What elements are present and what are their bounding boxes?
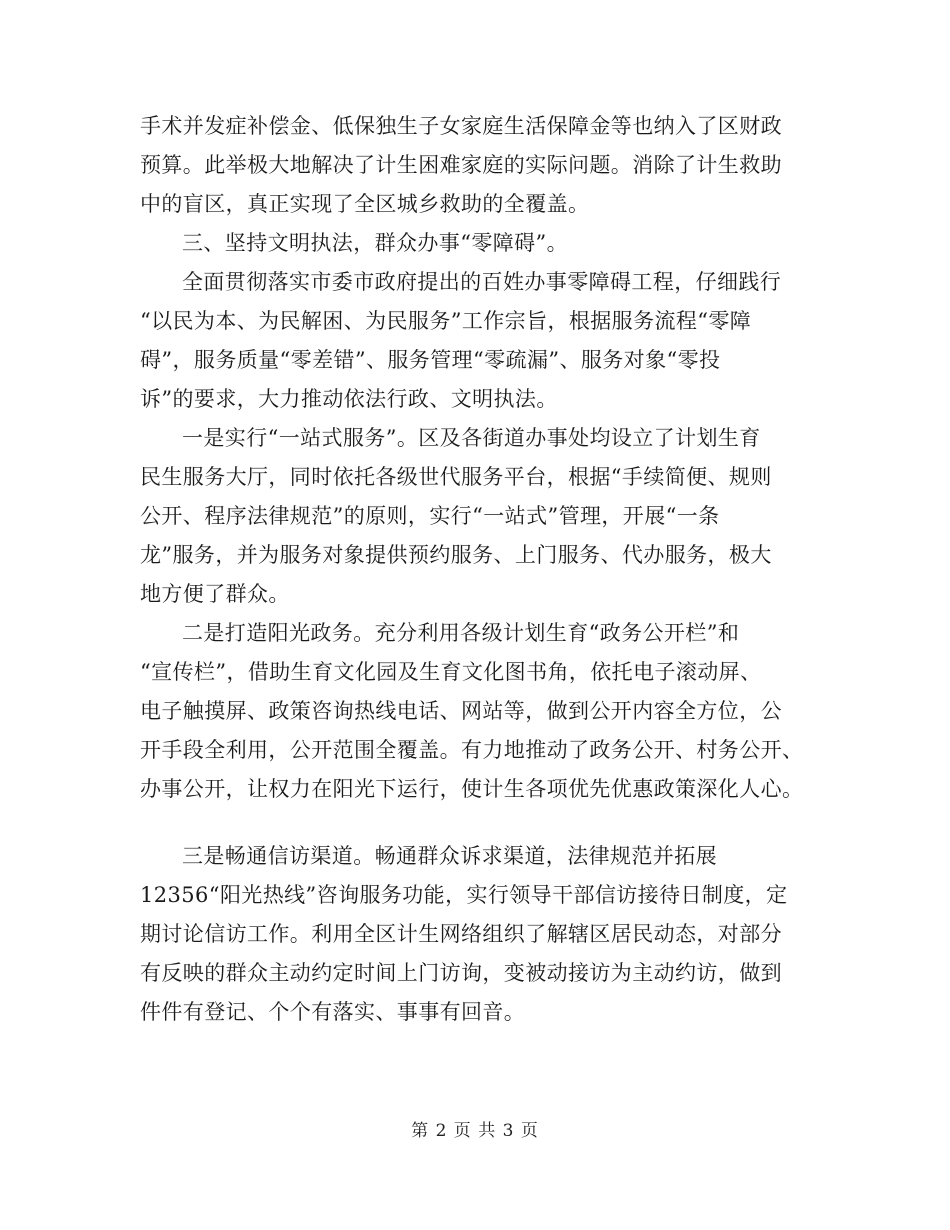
paragraph-line: 期讨论信访工作。利用全区计生网络组织了解辖区居民动态，对部分 <box>140 922 782 946</box>
document-body <box>140 107 812 1032</box>
paragraph-line: 二是打造阳光政务。充分利用各级计划生育“政务公开栏”和 <box>182 621 740 645</box>
paragraph-line: 件件有登记、个个有落实、事事有回音。 <box>140 1000 526 1024</box>
paragraph-line: 碍”，服务质量“零差错”、服务管理“零疏漏”、服务对象“零投 <box>140 348 721 372</box>
paragraph-line: 地方便了群众。 <box>140 582 290 606</box>
paragraph-line: “以民为本、为民解困、为民服务”工作宗旨，根据服务流程“零障 <box>140 309 752 333</box>
section-heading <box>140 224 812 263</box>
paragraph-line: 手术并发症补偿金、低保独生子女家庭生活保障金等也纳入了区财政 <box>140 114 782 138</box>
paragraph-line: 中的盲区，真正实现了全区城乡救助的全覆盖。 <box>140 192 590 216</box>
paragraph-line: “宣传栏”，借助生育文化园及生育文化图书角，依托电子滚动屏、 <box>140 660 762 684</box>
paragraph-line: 一是实行“一站式服务”。区及各街道办事处均设立了计划生育 <box>182 426 761 450</box>
paragraph-6 <box>140 837 812 1032</box>
paragraph-4 <box>140 419 812 614</box>
paragraph-line: 有反映的群众主动约定时间上门访询，变被动接访为主动约访，做到 <box>140 961 782 985</box>
page-number-footer: 第 2 页 共 3 页 <box>411 1121 539 1141</box>
paragraph-line: 预算。此举极大地解决了计生困难家庭的实际问题。消除了计生救助 <box>140 153 782 177</box>
paragraph-line: 龙”服务，并为服务对象提供预约服务、上门服务、代办服务，极大 <box>140 543 772 567</box>
paragraph-1 <box>140 107 812 224</box>
paragraph-line: 诉”的要求，大力推动依法行政、文明执法。 <box>140 387 558 411</box>
paragraph-3 <box>140 263 812 419</box>
paragraph-line: 民生服务大厅，同时依托各级世代服务平台，根据“手续简便、规则 <box>140 465 772 489</box>
paragraph-line: 12356“阳光热线”咨询服务功能，实行领导干部信访接待日制度，定 <box>140 883 788 907</box>
paragraph-line: 办事公开，让权力在阳光下运行，使计生各项优先优惠政策深化人心。 <box>140 777 804 801</box>
paragraph-line: 电子触摸屏、政策咨询热线电话、网站等，做到公开内容全方位，公 <box>140 699 782 723</box>
heading-line: 三、坚持文明执法，群众办事“零障碍”。 <box>182 231 569 255</box>
paragraph-line: 开手段全利用，公开范围全覆盖。有力地推动了政务公开、村务公开、 <box>140 738 804 762</box>
paragraph-gap <box>140 809 812 837</box>
paragraph-line: 全面贯彻落实市委市政府提出的百姓办事零障碍工程，仔细践行 <box>182 270 782 294</box>
paragraph-line: 三是畅通信访渠道。畅通群众诉求渠道，法律规范并拓展 <box>182 844 717 868</box>
paragraph-5 <box>140 614 812 809</box>
paragraph-line: 公开、程序法律规范”的原则，实行“一站式”管理，开展“一条 <box>140 504 720 528</box>
